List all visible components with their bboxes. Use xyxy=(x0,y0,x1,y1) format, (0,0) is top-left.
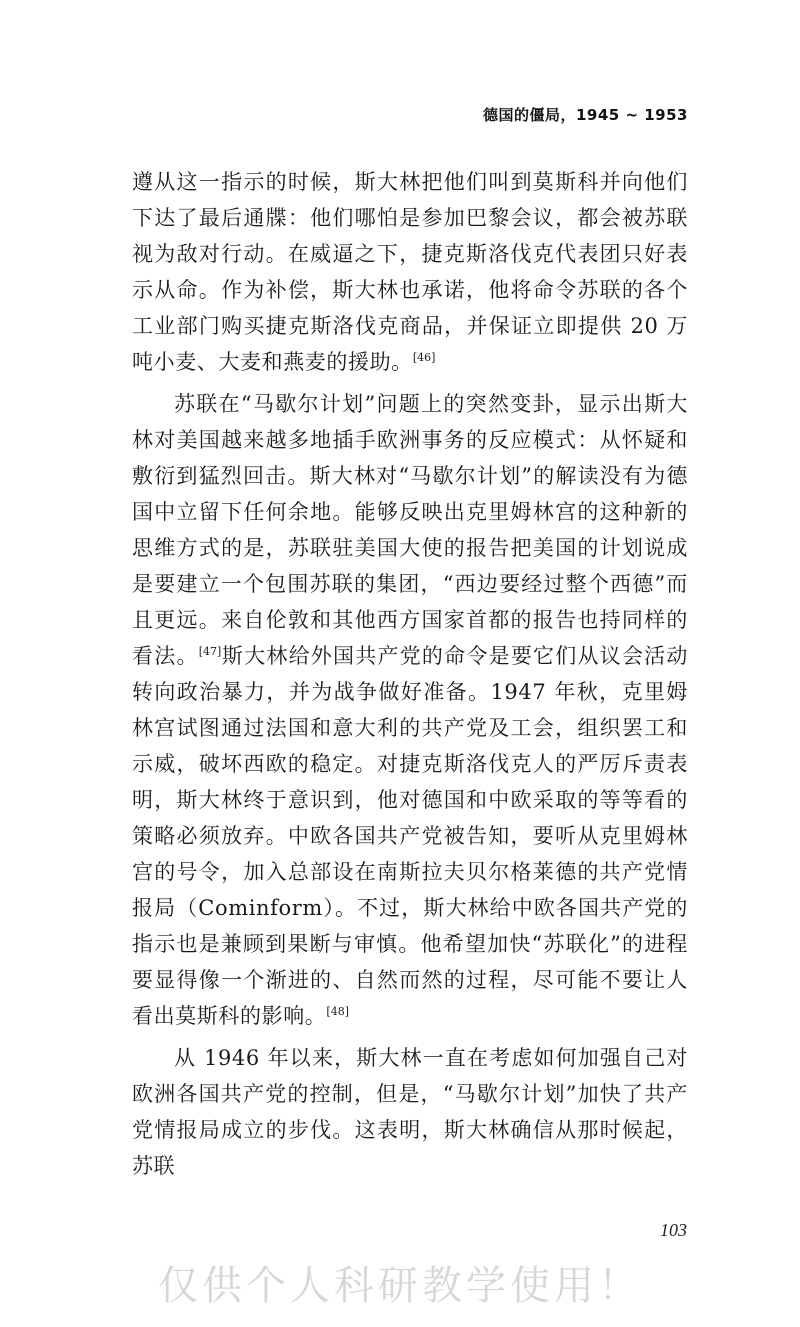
running-header: 德国的僵局，1945 ~ 1953 xyxy=(482,106,688,124)
paragraph-3 xyxy=(132,1040,688,1184)
paragraph-3-text: 从 1946 年以来，斯大林一直在考虑如何加强自己对欧洲各国共产党的控制，但是，“马歇尔计划”加快了共产党情报局成立的步伐。这表明，斯大林确信从那时候起，苏联 xyxy=(132,1046,688,1178)
paragraph-1-text: 遵从这一指示的时候，斯大林把他们叫到莫斯科并向他们下达了最后通牒：他们哪怕是参加巴黎会议，都会被苏联视为敌对行动。在威逼之下，捷克斯洛伐克代表团只好表示从命。作为补偿，斯大林也承诺，他将命令苏联的各个工业部门购买捷克斯洛伐克商品，并保证立即提供 20 万吨小麦、大麦和燕麦的援助。 xyxy=(132,170,688,374)
watermark: 仅供个人科研教学使用！ xyxy=(158,1263,642,1309)
page-number: 103 xyxy=(660,1220,687,1240)
footnote-ref-48: [48] xyxy=(326,1005,349,1018)
paragraph-2 xyxy=(132,386,688,1034)
paragraph-2-text-b: 斯大林给外国共产党的命令是要它们从议会活动转向政治暴力，并为战争做好准备。1947 年秋，克里姆林宫试图通过法国和意大利的共产党及工会，组织罢工和示威，破坏西欧的稳定。对捷克斯洛伐克人的严厉斥责表明，斯大林终于意识到，他对德国和中欧采取的等等看的策略必须放弃。中欧各国共产党被告知，要听从克里姆林宫的号令，加入总部设在南斯拉夫贝尔格莱德的共产党情报局（Cominform）。不过，斯大林给中欧各国共产党的指示也是兼顾到果断与审慎。他希望加快“苏联化”的进程要显得像一个渐进的、自然而然的过程，尽可能不要让人看出莫斯科的影响。 xyxy=(132,644,688,1028)
footnote-ref-46: [46] xyxy=(412,351,436,364)
paragraph-2-text-a: 苏联在“马歇尔计划”问题上的突然变卦，显示出斯大林对美国越来越多地插手欧洲事务的反应模式：从怀疑和敷衍到猛烈回击。斯大林对“马歇尔计划”的解读没有为德国中立留下任何余地。能够反映出克里姆林宫的这种新的思维方式的是，苏联驻美国大使的报告把美国的计划说成是要建立一个包围苏联的集团，“西边要经过整个西德”而且更远。来自伦敦和其他西方国家首都的报告也持同样的看法。 xyxy=(132,392,688,668)
body-text xyxy=(132,162,688,1190)
footnote-ref-47: [47] xyxy=(198,645,222,658)
paragraph-1 xyxy=(132,164,688,380)
